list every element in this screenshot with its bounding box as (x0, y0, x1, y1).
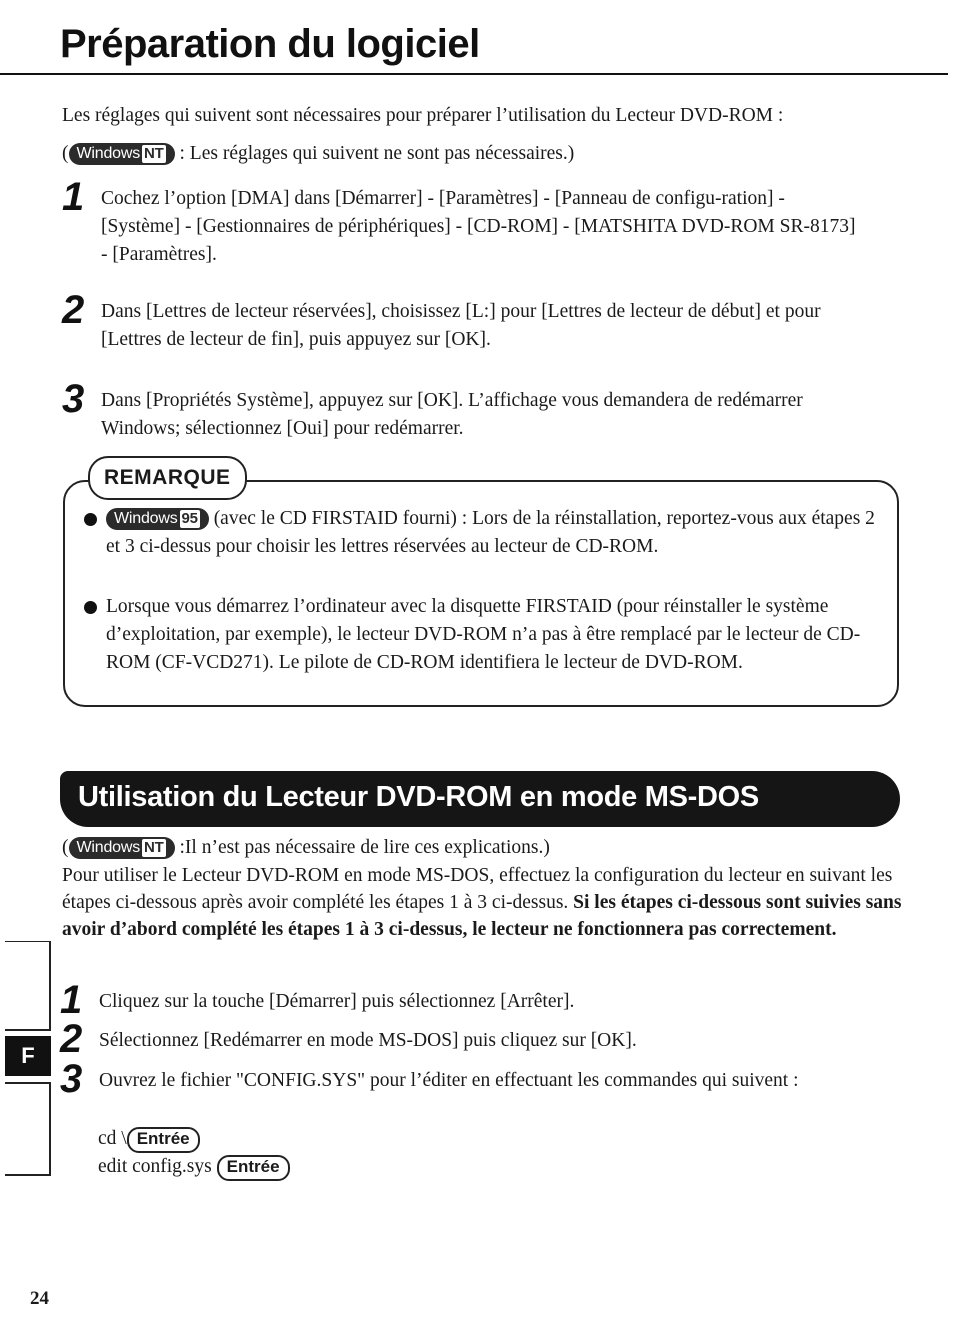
open-paren: ( (62, 143, 69, 164)
enter-key: Entrée (127, 1127, 200, 1153)
step-text: Cochez l’option [DMA] dans [Démarrer] - [Paramètres] - [Panneau de configu-ration] - [Système] - [Gestionnaires de périphériques] - [CD-ROM] - [MATSHITA DVD-ROM SR-8173] - [Paramètres]. (101, 188, 856, 265)
open-paren: ( (62, 837, 69, 858)
dos-step-2 (60, 1017, 860, 1061)
side-tab-letter: F (5, 1036, 51, 1076)
side-tab-upper (5, 941, 51, 1031)
command-edit (98, 1153, 290, 1181)
command-text: edit config.sys (98, 1156, 212, 1177)
enter-key: Entrée (217, 1155, 290, 1181)
section-note (62, 834, 550, 861)
intro-note-text: : Les réglages qui suivent ne sont pas nécessaires.) (174, 143, 575, 164)
remark-label: REMARQUE (88, 456, 247, 500)
paragraph-text: Pour utiliser le Lecteur DVD-ROM en mode MS-DOS, effectuez la configuration du lecteur en suivant les étapes ci-dessous après avoir complété les étapes 1 à 3 ci-dessus. (62, 865, 893, 913)
section-banner (60, 771, 900, 827)
step-number: 3 (62, 377, 85, 421)
bullet-dot (84, 601, 97, 614)
section-paragraph (62, 862, 904, 943)
page-title: Préparation du logiciel (60, 22, 480, 66)
side-tab-lower (5, 1082, 51, 1176)
remark-bullet-2 (84, 593, 884, 677)
step-number: 3 (60, 1057, 83, 1101)
step-number: 2 (62, 288, 85, 332)
bullet-dot (84, 513, 97, 526)
step-text: Sélectionnez [Redémarrer en mode MS-DOS] puis cliquez sur [OK]. (99, 1030, 637, 1051)
step-1 (62, 175, 862, 269)
step-text: Cliquez sur la touche [Démarrer] puis sélectionnez [Arrêter]. (99, 991, 575, 1012)
paragraph-warning: Si les étapes ci-dessous sont suivies sans avoir d’abord complété les étapes 1 à 3 ci-dessus, le lecteur ne fonctionnera pas correctement. (62, 892, 902, 940)
dos-step-3 (60, 1057, 840, 1101)
step-text: Dans [Propriétés Système], appuyez sur [OK]. L’affichage vous demandera de redémarrer Windows; sélectionnez [Oui] pour redémarrer. (101, 390, 803, 439)
section-title: Utilisation du Lecteur DVD-ROM en mode MS-DOS (78, 781, 759, 813)
step-number: 1 (62, 175, 85, 219)
step-text: Ouvrez le fichier "CONFIG.SYS" pour l’éditer en effectuant les commandes qui suivent : (99, 1070, 799, 1091)
step-number: 1 (60, 978, 83, 1022)
command-text: cd \ (98, 1128, 127, 1149)
windows-nt-badge: Windows NT (69, 143, 175, 165)
command-cd (98, 1125, 200, 1153)
dos-step-1 (60, 978, 860, 1022)
intro-line: Les réglages qui suivent sont nécessaires pour préparer l’utilisation du Lecteur DVD-ROM : (62, 105, 784, 126)
intro-note (62, 140, 574, 167)
page-number: 24 (30, 1288, 49, 1309)
windows-95-badge: Windows 95 (106, 508, 209, 530)
step-2 (62, 288, 862, 354)
bullet-text: (avec le CD FIRSTAID fourni) : Lors de la réinstallation, reportez-vous aux étapes 2 et 3 ci-dessus pour choisir les lettres réservées au lecteur de CD-ROM. (106, 508, 875, 557)
remark-bullet-1 (84, 505, 884, 561)
windows-nt-badge: Windows NT (69, 837, 175, 859)
bullet-text: Lorsque vous démarrez l’ordinateur avec la disquette FIRSTAID (pour réinstaller le système d’exploitation, par exemple), le lecteur DVD-ROM n’a pas à être remplacé par le lecteur de CD-ROM (CF-VCD271). Le pilote de CD-ROM identifiera le lecteur de DVD-ROM. (106, 596, 861, 673)
step-3 (62, 377, 862, 443)
step-number: 2 (60, 1017, 83, 1061)
title-underline (0, 73, 948, 75)
step-text: Dans [Lettres de lecteur réservées], choisissez [L:] pour [Lettres de lecteur de début] et pour [Lettres de lecteur de fin], puis appuyez sur [OK]. (101, 301, 821, 350)
section-note-text: :Il n’est pas nécessaire de lire ces explications.) (174, 837, 550, 858)
